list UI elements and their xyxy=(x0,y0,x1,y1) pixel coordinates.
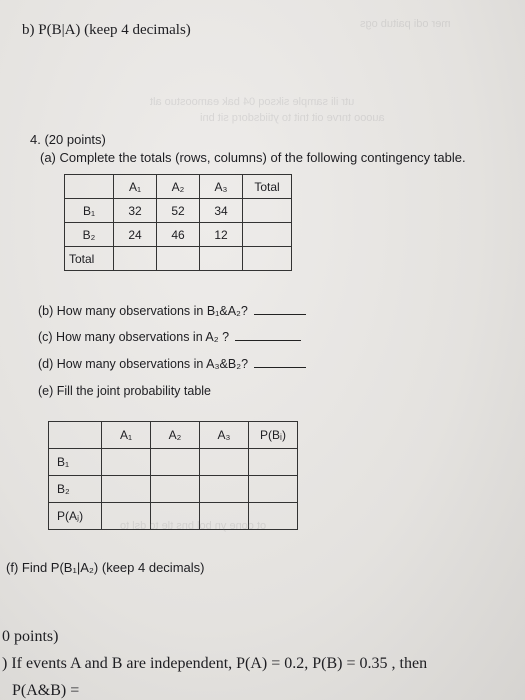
table-cell xyxy=(200,247,243,271)
column-header: P(Bᵢ) xyxy=(249,422,298,449)
row-header: Total xyxy=(65,247,114,271)
part-b-text xyxy=(38,304,306,318)
table-cell xyxy=(151,476,200,503)
independence-question: ) If events A and B are independent, P(A) = 0.2, P(B) = 0.35 , then xyxy=(2,655,428,672)
table-cell xyxy=(102,476,151,503)
table-cell xyxy=(243,199,292,223)
joint-probability-question: P(A&B) = xyxy=(12,682,80,699)
table-cell: 52 xyxy=(157,199,200,223)
table-cell: 34 xyxy=(200,199,243,223)
answer-blank xyxy=(254,366,306,368)
part-c-text xyxy=(38,330,301,344)
part-b-label: (b) How many observations in B₁&A₂? xyxy=(38,304,248,318)
joint-probability-table xyxy=(48,421,298,530)
part-d-text xyxy=(38,357,306,371)
part-c-label: (c) How many observations in A₂ ? xyxy=(38,330,230,344)
answer-blank xyxy=(254,313,306,315)
next-question-points: 0 points) xyxy=(2,628,59,645)
row-header: B₂ xyxy=(49,476,102,503)
table-cell xyxy=(157,247,200,271)
table-cell: 24 xyxy=(114,223,157,247)
part-e-text: (e) Fill the joint probability table xyxy=(38,384,211,398)
table-row xyxy=(65,223,292,247)
table-cell xyxy=(249,476,298,503)
table-cell xyxy=(114,247,157,271)
part-f-text: (f) Find P(B₁|A₂) (keep 4 decimals) xyxy=(6,560,205,575)
table-header-row xyxy=(65,175,292,199)
part-b-heading: b) P(B|A) (keep 4 decimals) xyxy=(22,22,191,38)
table-cell: 12 xyxy=(200,223,243,247)
bleed-through-text: ot oone yn bol bns tle to dsl to xyxy=(120,520,267,532)
table-header-row xyxy=(49,422,298,449)
column-header: A₂ xyxy=(151,422,200,449)
bleed-through-text: mer odi paitub ogs xyxy=(360,18,451,30)
table-cell xyxy=(102,449,151,476)
table-cell xyxy=(65,175,114,199)
column-header: A₃ xyxy=(200,175,243,199)
table-cell xyxy=(243,247,292,271)
table-row xyxy=(65,247,292,271)
table-cell: 32 xyxy=(114,199,157,223)
row-header: B₁ xyxy=(65,199,114,223)
column-header: A₁ xyxy=(102,422,151,449)
contingency-table xyxy=(64,174,292,271)
column-header: Total xyxy=(243,175,292,199)
column-header: A₁ xyxy=(114,175,157,199)
table-cell xyxy=(249,449,298,476)
row-header: B₁ xyxy=(49,449,102,476)
part-a-text: (a) Complete the totals (rows, columns) of the following contingency table. xyxy=(40,150,466,165)
column-header: A₂ xyxy=(157,175,200,199)
table-cell xyxy=(151,449,200,476)
table-cell xyxy=(200,476,249,503)
bleed-through-text: utr ili sample siksoq 04 bak eamoostuo alt xyxy=(150,96,355,108)
bleed-through-text: auooo tnrve oit tnit to ytiidsdorq sit bni xyxy=(200,112,385,124)
table-cell: 46 xyxy=(157,223,200,247)
table-cell xyxy=(200,449,249,476)
answer-blank xyxy=(235,339,301,341)
part-d-label: (d) How many observations in A₃&B₂? xyxy=(38,357,249,371)
row-header: P(Aⱼ) xyxy=(49,503,102,530)
question-number: 4. (20 points) xyxy=(30,132,106,147)
table-cell xyxy=(243,223,292,247)
table-cell xyxy=(49,422,102,449)
table-row xyxy=(65,199,292,223)
table-row xyxy=(49,449,298,476)
table-row xyxy=(49,476,298,503)
row-header: B₂ xyxy=(65,223,114,247)
column-header: A₃ xyxy=(200,422,249,449)
